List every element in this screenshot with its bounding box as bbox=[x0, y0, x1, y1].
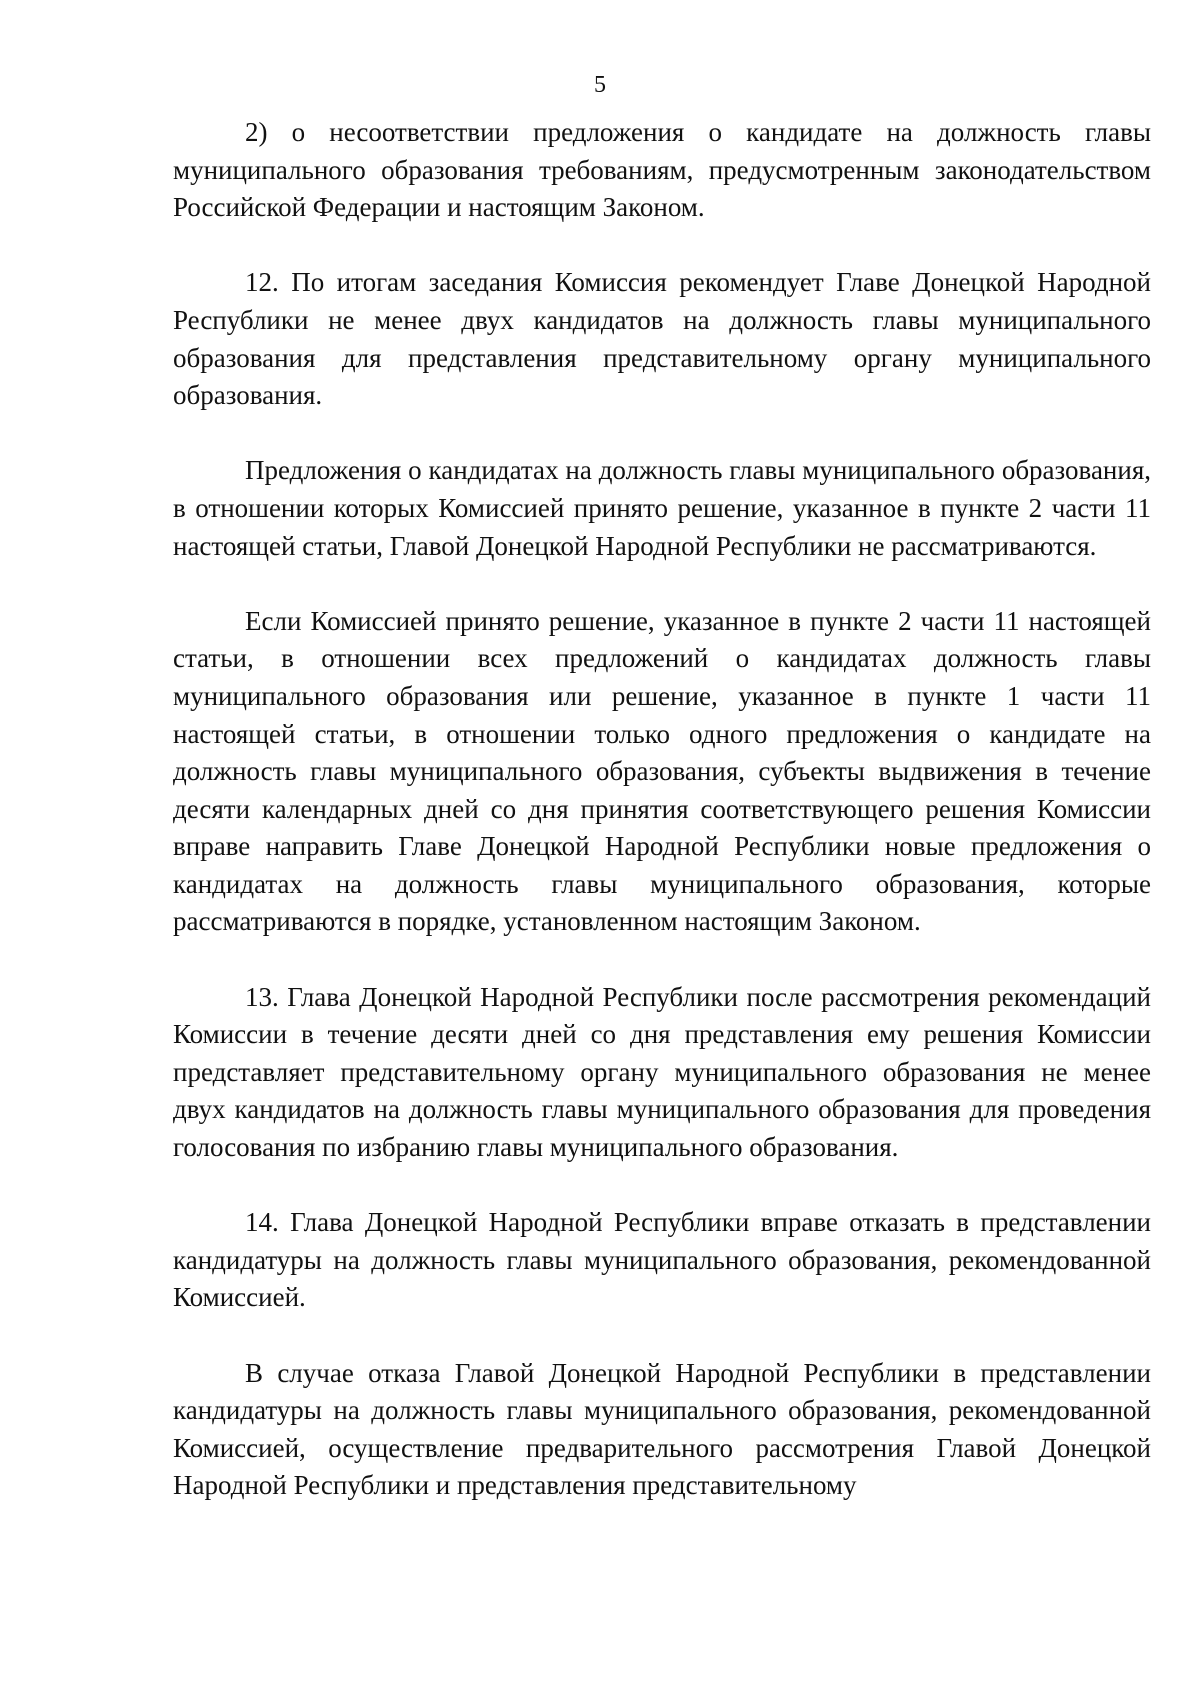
paragraph-proposals-not-considered: Предложения о кандидатах на должность главы муниципального образования, в отношении которых Комиссией принято решение, указанное в пункте 2 части 11 настоящей статьи, Главой Донецкой Народной Республики не рассматриваются. bbox=[173, 455, 1151, 561]
page-number: 5 bbox=[594, 72, 606, 98]
paragraph-new-proposals: Если Комиссией принято решение, указанное в пункте 2 части 11 настоящей статьи, в отношении всех предложений о кандидатах должность главы муниципального образования или решение, указанное в пункте 1 части 11 настоящей статьи, в отношении только одного предложения о кандидате на должность главы муниципального образования, субъекты выдвижения в течение десяти календарных дней со дня принятия соответствующего решения Комиссии вправе направить Главе Донецкой Народной Республики новые предложения о кандидатах на должность главы муниципального образования, которые рассматриваются в порядке, установленном настоящим Законом. bbox=[173, 605, 1151, 937]
paragraph-subitem-2: 2) о несоответствии предложения о кандидате на должность главы муниципального образования требованиям, предусмотренным законодательством Российской Федерации и настоящим Законом. bbox=[173, 117, 1151, 223]
paragraph-part-14: 14. Глава Донецкой Народной Республики вправе отказать в представлении кандидатуры на должность главы муниципального образования, рекомендованной Комиссией. bbox=[173, 1207, 1151, 1313]
paragraph-part-12: 12. По итогам заседания Комиссия рекомендует Главе Донецкой Народной Республики не менее двух кандидатов на должность главы муниципального образования для представления представительному органу муниципального образования. bbox=[173, 267, 1151, 411]
document-body bbox=[173, 114, 1151, 1505]
paragraph-refusal-case: В случае отказа Главой Донецкой Народной Республики в представлении кандидатуры на должность главы муниципального образования, рекомендованной Комиссией, осуществление предварительного рассмотрения Главой Донецкой Народной Республики и представления представительному bbox=[173, 1357, 1151, 1501]
paragraph-part-13: 13. Глава Донецкой Народной Республики после рассмотрения рекомендаций Комиссии в течение десяти дней со дня представления ему решения Комиссии представляет представительному органу муниципального образования не менее двух кандидатов на должность главы муниципального образования для проведения голосования по избранию главы муниципального образования. bbox=[173, 981, 1151, 1163]
